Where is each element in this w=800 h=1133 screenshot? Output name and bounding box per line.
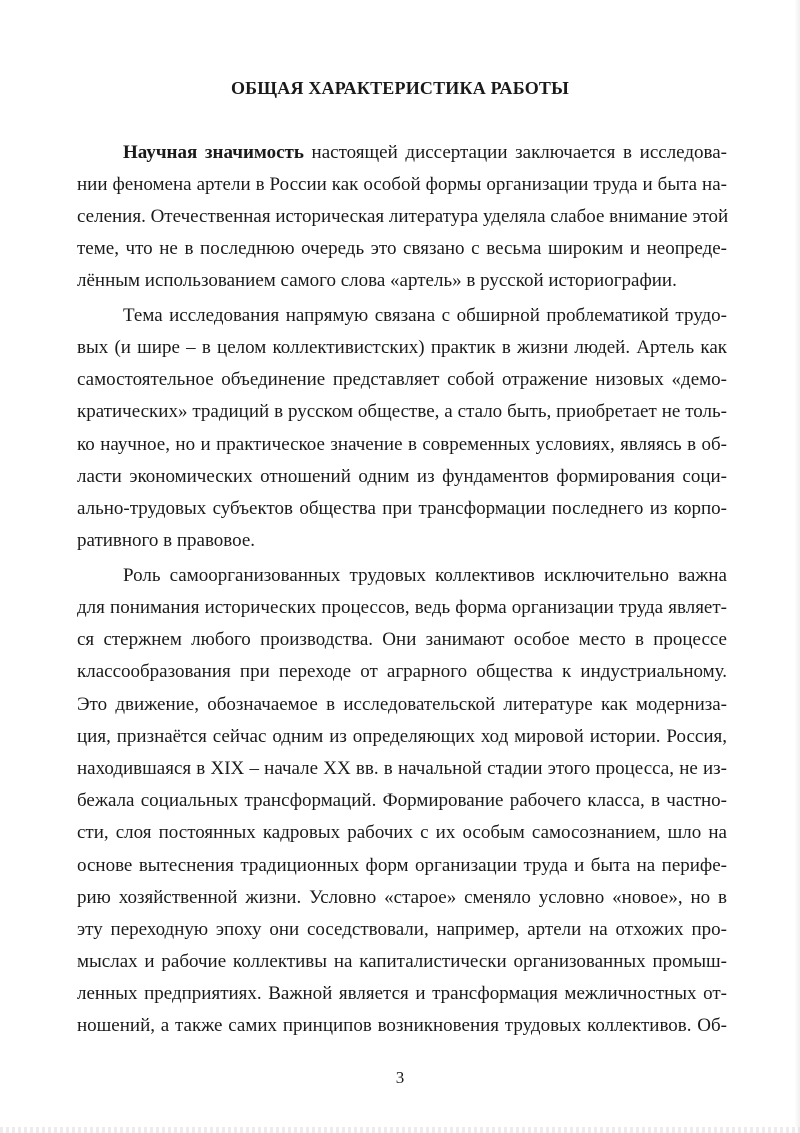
text-line: теме, что не в последнюю очередь это связано с весьма широким и неопреде- bbox=[77, 238, 727, 259]
text-line: Это движение, обозначаемое в исследовательской литературе как модерниза- bbox=[77, 694, 727, 715]
text-line: селения. Отечественная историческая литература уделяла слабое внимание этой bbox=[77, 206, 729, 227]
text-line: ция, признаётся сейчас одним из определяющих ход мировой истории. Россия, bbox=[77, 726, 727, 747]
text-line: мыслах и рабочие коллективы на капиталистически организованных промыш- bbox=[77, 951, 727, 972]
text-line: ношений, а также самих принципов возникновения трудовых коллективов. Об- bbox=[77, 1015, 727, 1036]
line-text: настоящей диссертации заключается в исследова- bbox=[303, 142, 728, 163]
text-line: ленных предприятиях. Важной является и трансформация межличностных от- bbox=[77, 983, 727, 1004]
text-line: кратических» традиций в русском обществе, а стало быть, приобретает не толь- bbox=[77, 401, 727, 422]
text-line: находившаяся в XIX – начале XX вв. в начальной стадии этого процесса, не из- bbox=[77, 758, 727, 779]
text-line: ально-трудовых субъектов общества при трансформации последнего из корпо- bbox=[77, 498, 727, 519]
text-line: вых (и шире – в целом коллективистских) практик в жизни людей. Артель как bbox=[77, 337, 727, 358]
text-line: ко научное, но и практическое значение в современных условиях, являясь в об- bbox=[77, 434, 727, 455]
text-line: эту переходную эпоху они соседствовали, например, артели на отхожих про- bbox=[77, 919, 727, 940]
text-line: лённым использованием самого слова «артель» в русской историографии. bbox=[77, 270, 677, 291]
scan-edge-shadow bbox=[794, 0, 800, 1133]
text-line: рию хозяйственной жизни. Условно «старое» сменяло условно «новое», но в bbox=[77, 887, 727, 908]
bold-term: Научная значимость bbox=[123, 142, 304, 163]
text-line: основе вытеснения традиционных форм организации труда и быта на перифе- bbox=[77, 855, 727, 876]
text-line: бежала социальных трансформаций. Формирование рабочего класса, в частно- bbox=[77, 790, 727, 811]
text-line: для понимания исторических процессов, ведь форма организации труда являет- bbox=[77, 597, 727, 618]
text-line: самостоятельное объединение представляет собой отражение низовых «демо- bbox=[77, 369, 727, 390]
text-line: ласти экономических отношений одним из фундаментов формирования соци- bbox=[77, 466, 727, 487]
text-line: классообразования при переходе от аграрного общества к индустриальному. bbox=[77, 661, 727, 682]
text-line: сти, слоя постоянных кадровых рабочих с их особым самосознанием, шло на bbox=[77, 822, 727, 843]
text-line: ся стержнем любого производства. Они занимают особое место в процессе bbox=[77, 629, 727, 650]
text-line: нии феномена артели в России как особой формы организации труда и быта на- bbox=[77, 174, 727, 195]
text-line: Роль самоорганизованных трудовых коллективов исключительно важна bbox=[123, 565, 727, 586]
section-title: ОБЩАЯ ХАРАКТЕРИСТИКА РАБОТЫ bbox=[230, 78, 570, 98]
text-line: ративного в правовое. bbox=[77, 530, 256, 551]
scan-bottom-edge bbox=[0, 1127, 800, 1133]
text-line bbox=[123, 143, 727, 162]
page-number: 3 bbox=[395, 1068, 405, 1087]
text-line: Тема исследования напрямую связана с обширной проблематикой трудо- bbox=[123, 305, 727, 326]
